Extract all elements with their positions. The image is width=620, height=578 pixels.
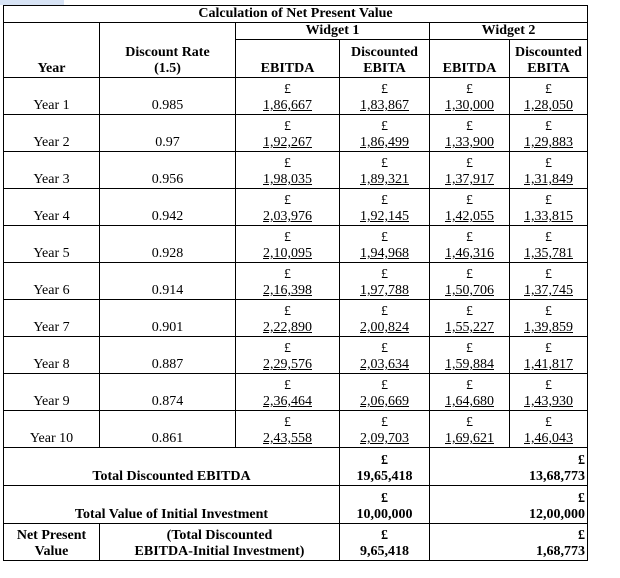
w1-discounted-header: Discounted EBITA [340,40,430,78]
w2-discounted-cell: £ 1,31,849 [510,152,588,189]
w2-ebitda-cell: £ 1,55,227 [430,300,510,337]
w2-discounted-cell: £ 1,41,817 [510,337,588,374]
year-cell: Year 10 [4,411,100,448]
w1-ebitda-cell: £ 1,92,267 [236,115,340,152]
table-row [4,263,588,300]
w1-total-discounted: £ 19,65,418 [340,448,430,486]
npv-label: Net Present Value [4,524,100,561]
discount-rate-cell: 0.97 [100,115,236,152]
npv-description: (Total Discounted EBITDA-Initial Investment) [100,524,340,561]
table-row [4,189,588,226]
w2-ebitda-cell: £ 1,37,917 [430,152,510,189]
year-cell: Year 5 [4,226,100,263]
year-cell: Year 8 [4,337,100,374]
table-row [4,115,588,152]
w1-npv: £ 9,65,418 [340,524,430,561]
discount-rate-cell: 0.901 [100,300,236,337]
discount-rate-cell: 0.887 [100,337,236,374]
w2-ebitda-cell: £ 1,69,621 [430,411,510,448]
table-row [4,152,588,189]
year-cell: Year 7 [4,300,100,337]
w2-npv: £ 1,68,773 [430,524,588,561]
w2-total-investment: £ 12,00,000 [430,486,588,524]
year-cell: Year 4 [4,189,100,226]
widget1-header: Widget 1 [236,23,430,40]
year-header: Year [4,23,100,78]
npv-table [3,5,588,561]
discount-rate-cell: 0.985 [100,78,236,115]
table-title: Calculation of Net Present Value [4,6,588,23]
widget2-header: Widget 2 [430,23,588,40]
w1-ebitda-cell: £ 2,43,558 [236,411,340,448]
w2-discounted-cell: £ 1,43,930 [510,374,588,411]
table-row [4,374,588,411]
discount-rate-cell: 0.942 [100,189,236,226]
w1-discounted-cell: £ 1,89,321 [340,152,430,189]
w1-ebitda-cell: £ 2,10,095 [236,226,340,263]
w1-ebitda-cell: £ 2,36,464 [236,374,340,411]
w2-discounted-cell: £ 1,29,883 [510,115,588,152]
w2-ebitda-header: EBITDA [430,40,510,78]
w1-ebitda-cell: £ 2,22,890 [236,300,340,337]
discount-rate-cell: 0.861 [100,411,236,448]
year-cell: Year 9 [4,374,100,411]
table-row [4,411,588,448]
discount-rate-cell: 0.928 [100,226,236,263]
w2-discounted-cell: £ 1,39,859 [510,300,588,337]
w2-ebitda-cell: £ 1,46,316 [430,226,510,263]
w1-ebitda-cell: £ 2,03,976 [236,189,340,226]
w1-ebitda-cell: £ 2,16,398 [236,263,340,300]
w2-ebitda-cell: £ 1,33,900 [430,115,510,152]
w2-discounted-cell: £ 1,28,050 [510,78,588,115]
w1-discounted-cell: £ 2,09,703 [340,411,430,448]
w2-ebitda-cell: £ 1,59,884 [430,337,510,374]
w1-ebitda-cell: £ 1,98,035 [236,152,340,189]
discount-rate-cell: 0.914 [100,263,236,300]
w1-discounted-cell: £ 1,94,968 [340,226,430,263]
w1-discounted-cell: £ 1,97,788 [340,263,430,300]
w1-discounted-cell: £ 2,00,824 [340,300,430,337]
w1-ebitda-cell: £ 2,29,576 [236,337,340,374]
w1-discounted-cell: £ 1,92,145 [340,189,430,226]
w2-ebitda-cell: £ 1,64,680 [430,374,510,411]
w2-discounted-cell: £ 1,35,781 [510,226,588,263]
discount-rate-cell: 0.874 [100,374,236,411]
w2-ebitda-cell: £ 1,30,000 [430,78,510,115]
year-cell: Year 2 [4,115,100,152]
year-cell: Year 1 [4,78,100,115]
discount-rate-cell: 0.956 [100,152,236,189]
w2-ebitda-cell: £ 1,50,706 [430,263,510,300]
w1-ebitda-cell: £ 1,86,667 [236,78,340,115]
table-row [4,337,588,374]
w2-total-discounted: £ 13,68,773 [430,448,588,486]
total-discounted-label: Total Discounted EBITDA [4,448,340,486]
year-cell: Year 3 [4,152,100,189]
w1-total-investment: £ 10,00,000 [340,486,430,524]
discount-rate-header: Discount Rate (1.5) [100,23,236,78]
total-investment-label: Total Value of Initial Investment [4,486,340,524]
table-row [4,300,588,337]
w2-ebitda-cell: £ 1,42,055 [430,189,510,226]
w2-discounted-header: Discounted EBITA [510,40,588,78]
w1-discounted-cell: £ 2,06,669 [340,374,430,411]
w2-discounted-cell: £ 1,46,043 [510,411,588,448]
w2-discounted-cell: £ 1,33,815 [510,189,588,226]
year-cell: Year 6 [4,263,100,300]
w1-discounted-cell: £ 2,03,634 [340,337,430,374]
table-row [4,226,588,263]
table-row [4,78,588,115]
w1-discounted-cell: £ 1,86,499 [340,115,430,152]
w2-discounted-cell: £ 1,37,745 [510,263,588,300]
w1-discounted-cell: £ 1,83,867 [340,78,430,115]
w1-ebitda-header: EBITDA [236,40,340,78]
